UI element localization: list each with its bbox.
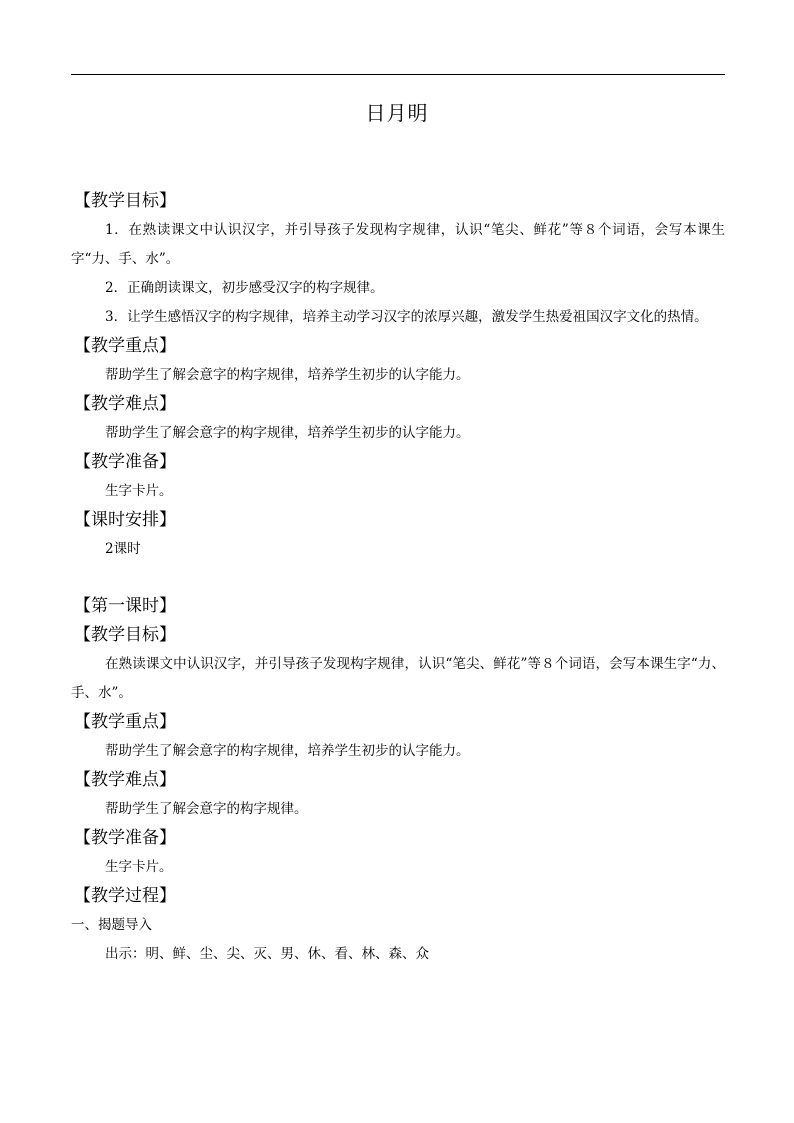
teaching-goals-heading: 【教学目标】 xyxy=(74,191,176,211)
teaching-goal-2: 2．正确朗读课文，初步感受汉字的构字规律。 xyxy=(105,280,384,296)
process-step-1-title: 一、揭题导入 xyxy=(71,917,152,933)
teaching-difficulty-text: 帮助学生了解会意字的构字规律，培养学生初步的认字能力。 xyxy=(105,425,470,441)
header-rule xyxy=(71,74,725,75)
teaching-goal-3: 3．让学生感悟汉字的构字规律，培养主动学习汉字的浓厚兴趣，激发学生热爱祖国汉字文化的热情。 xyxy=(105,309,708,325)
lesson-key-heading: 【教学重点】 xyxy=(74,712,176,732)
schedule-heading: 【课时安排】 xyxy=(74,510,176,530)
teaching-difficulty-heading: 【教学难点】 xyxy=(74,394,176,414)
section-spacer xyxy=(71,564,725,592)
lesson-goal-text: 在熟读课文中认识汉字，并引导孩子发现构字规律，认识“笔尖、鲜花”等８个词语，会写本课生字“力、手、水”。 xyxy=(71,656,725,701)
lesson-prep-heading: 【教学准备】 xyxy=(74,828,176,848)
lesson-prep-text: 生字卡片。 xyxy=(105,859,173,875)
teaching-prep-heading: 【教学准备】 xyxy=(74,452,176,472)
teaching-goal-1: 1．在熟读课文中认识汉字，并引导孩子发现构字规律，认识“笔尖、鲜花”等８个词语，会写本课生字“力、手、水”。 xyxy=(71,222,725,267)
teaching-key-text: 帮助学生了解会意字的构字规律，培养学生初步的认字能力。 xyxy=(105,367,470,383)
lesson-difficulty-heading: 【教学难点】 xyxy=(74,770,176,790)
lesson-key-text: 帮助学生了解会意字的构字规律，培养学生初步的认字能力。 xyxy=(105,743,470,759)
teaching-key-heading: 【教学重点】 xyxy=(74,336,176,356)
document-title: 日月明 xyxy=(365,101,429,125)
lesson-difficulty-text: 帮助学生了解会意字的构字规律。 xyxy=(105,801,308,817)
teaching-process-heading: 【教学过程】 xyxy=(74,886,176,906)
first-lesson-heading: 【第一课时】 xyxy=(74,596,176,616)
document-body xyxy=(71,187,725,969)
teaching-prep-text: 生字卡片。 xyxy=(105,483,173,499)
schedule-text: 2课时 xyxy=(105,541,141,557)
process-step-1-text: 出示：明、鲜、尘、尖、灭、男、休、看、林、森、众 xyxy=(105,946,429,962)
lesson-goals-heading: 【教学目标】 xyxy=(74,625,176,645)
